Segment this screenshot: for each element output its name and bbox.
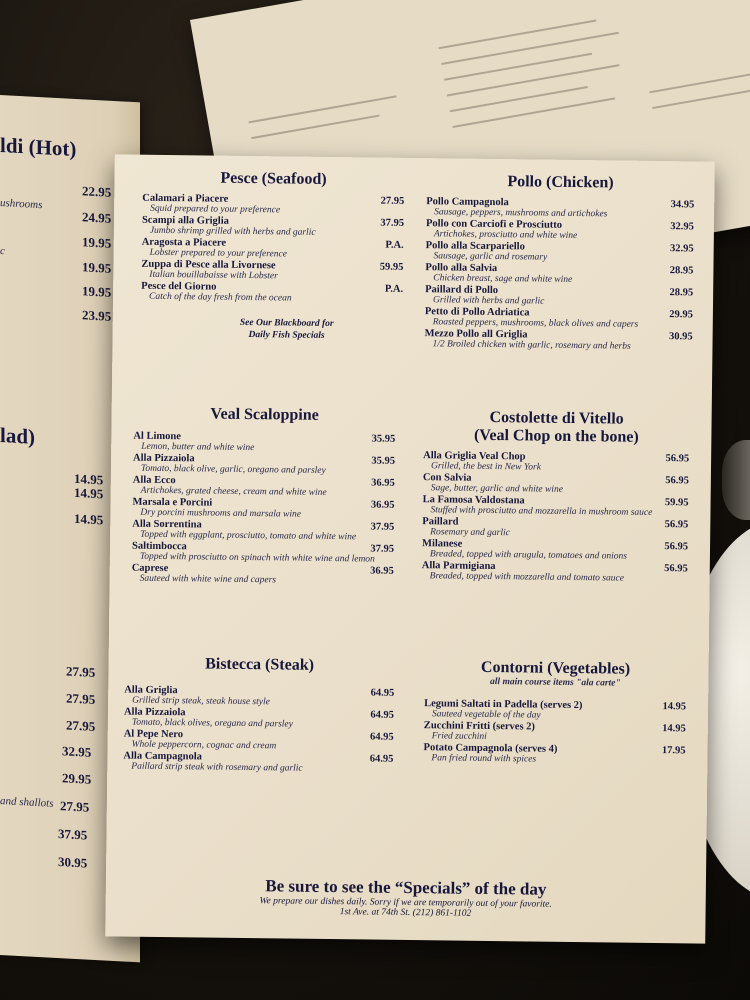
price: 27.95 xyxy=(66,690,96,707)
item-price: 27.95 xyxy=(380,195,405,207)
item-price: 64.95 xyxy=(370,731,394,743)
text-fragment: c xyxy=(0,245,5,258)
item-price: 56.95 xyxy=(664,519,689,531)
item-description: Sauteed with white wine and capers xyxy=(139,573,277,586)
section-title: Costolette di Vitello xyxy=(489,408,624,428)
menu-item xyxy=(423,472,689,496)
item-price: 56.95 xyxy=(665,453,690,465)
wine-glass xyxy=(722,440,750,520)
special-line: Daily Fish Specials xyxy=(248,330,325,342)
background-text-line xyxy=(447,64,620,96)
menu-item xyxy=(142,237,404,261)
item-name: Pollo alla Scarpariello xyxy=(425,240,525,253)
section-bistecca xyxy=(123,655,394,775)
price: 27.95 xyxy=(66,663,96,680)
item-price: 37.95 xyxy=(370,543,395,555)
item-name: Mezzo Pollo all Griglia xyxy=(424,328,528,341)
menu-item xyxy=(422,494,688,518)
item-price: 56.95 xyxy=(665,475,689,487)
item-price: 28.95 xyxy=(669,287,694,299)
item-name: Alla Griglia Veal Chop xyxy=(423,450,526,463)
item-description: Artichokes, prosciutto and white wine xyxy=(433,229,578,242)
item-price: P.A. xyxy=(385,239,404,251)
special-line: See Our Blackboard for xyxy=(239,317,334,330)
item-description: Topped with prosciutto on spinach with white wine and lemon xyxy=(139,551,375,565)
menu-item xyxy=(424,720,686,744)
item-name: Calamari a Piacere xyxy=(142,192,229,205)
section-pesce xyxy=(141,169,405,344)
item-price: 37.95 xyxy=(370,521,395,533)
item-description: Jumbo shrimp grilled with herbs and garlic xyxy=(149,225,316,238)
item-name: Pollo con Carciofi e Prosciutto xyxy=(425,218,563,231)
menu-item xyxy=(425,306,693,330)
menu-item xyxy=(133,475,395,499)
item-name: Marsala e Porcini xyxy=(132,496,213,509)
menu-item xyxy=(426,218,694,242)
item-description: Grilled strip steak, steak house style xyxy=(132,695,270,708)
item-list xyxy=(424,196,694,352)
menu-item xyxy=(423,742,685,766)
menu-item xyxy=(124,685,394,709)
item-description: Squid prepared to your preference xyxy=(150,203,281,216)
menu-item xyxy=(132,541,394,565)
price: 19.95 xyxy=(82,283,112,300)
menu-item xyxy=(422,538,688,562)
section-note: all main course items "ala carte" xyxy=(490,676,621,689)
item-name: Paillard xyxy=(422,516,459,528)
item-list xyxy=(141,193,404,305)
item-name: Pesce del Giorno xyxy=(141,280,217,293)
item-description: Roasted peppers, mushrooms, black olives and capers xyxy=(432,317,639,330)
price: 32.95 xyxy=(62,743,92,760)
item-price: 29.95 xyxy=(669,309,693,321)
section-title: Bistecca (Steak) xyxy=(205,655,315,674)
menu-item xyxy=(132,497,394,521)
price: 27.95 xyxy=(60,798,90,815)
menu-page xyxy=(105,154,715,943)
item-description: Grilled, the best in New York xyxy=(430,461,542,473)
item-price: 64.95 xyxy=(370,709,395,721)
menu-item xyxy=(423,450,689,474)
item-price: 28.95 xyxy=(669,265,694,277)
price: 19.95 xyxy=(82,234,112,251)
item-name: Milanese xyxy=(421,538,463,550)
menu-item xyxy=(142,193,404,217)
item-price: 36.95 xyxy=(370,565,394,577)
item-price: 36.95 xyxy=(370,499,395,511)
item-description: Dry porcini mushrooms and marsala wine xyxy=(140,507,302,520)
item-price: 56.95 xyxy=(664,541,689,553)
item-description: Fried zucchini xyxy=(431,731,487,742)
item-price: 14.95 xyxy=(662,723,686,735)
price: 29.95 xyxy=(62,770,92,787)
item-name: Alla Pizzaiola xyxy=(123,706,186,719)
item-price: 64.95 xyxy=(370,687,395,699)
menu-item xyxy=(426,240,694,264)
item-name: Alla Ecco xyxy=(132,474,176,487)
menu-item xyxy=(141,281,403,305)
item-name: Aragosta a Piacere xyxy=(141,236,227,249)
item-name: La Famosa Valdostana xyxy=(422,494,525,507)
item-price: 36.95 xyxy=(371,477,395,489)
item-name: Alla Griglia xyxy=(124,684,178,697)
section-subtitle: (Veal Chop on the bone) xyxy=(473,426,639,446)
item-price: 30.95 xyxy=(668,331,693,343)
item-name: Pollo alla Salvia xyxy=(425,262,498,275)
item-list xyxy=(423,698,686,766)
item-description: Sausage, garlic and rosemary xyxy=(433,251,548,263)
price: 30.95 xyxy=(58,854,88,871)
text-fragment: and shallots xyxy=(0,795,54,810)
menu-footer xyxy=(106,874,706,921)
price: 27.95 xyxy=(66,717,96,734)
item-price: 56.95 xyxy=(664,563,688,575)
background-text-line xyxy=(444,53,592,81)
item-list xyxy=(123,685,394,775)
item-description: Lemon, butter and white wine xyxy=(141,441,255,454)
menu-item xyxy=(141,259,403,283)
item-price: 34.95 xyxy=(670,199,695,211)
item-name: Scampi alla Griglia xyxy=(141,214,229,227)
item-description: Tomato, black olives, oregano and parsley xyxy=(131,717,293,730)
item-price: 37.95 xyxy=(380,217,405,229)
item-price: 64.95 xyxy=(369,753,394,765)
background-text-line xyxy=(439,19,597,49)
section-pollo xyxy=(424,172,694,352)
item-description: Breaded, topped with mozzarella and tomato sauce xyxy=(429,571,625,584)
background-text-line xyxy=(452,97,615,128)
item-description: Breaded, topped with arugula, tomatoes and onions xyxy=(429,549,628,562)
item-description: Catch of the day fresh from the ocean xyxy=(149,291,292,304)
menu-item xyxy=(425,262,693,286)
background-text-line xyxy=(248,95,396,123)
menu-item xyxy=(132,519,394,543)
heading-salad: lad) xyxy=(0,423,36,449)
menu-item xyxy=(124,729,394,753)
item-name: Alla Campagnola xyxy=(123,750,202,763)
item-name: Legumi Saltati in Padella (serves 2) xyxy=(424,698,583,712)
price: 14.95 xyxy=(74,510,104,528)
price: 19.95 xyxy=(82,259,112,276)
item-description: Stuffed with prosciutto and mozzarella in mushroom sauce xyxy=(430,505,653,518)
item-price: 35.95 xyxy=(371,433,396,445)
item-description: Artichokes, grated cheese, cream and white wine xyxy=(140,485,327,498)
section-title: Veal Scaloppine xyxy=(210,405,319,424)
item-description: Whole peppercorn, cognac and cream xyxy=(131,739,277,752)
item-price: 32.95 xyxy=(669,243,694,255)
item-description: Pan fried round with spices xyxy=(431,753,537,765)
text-fragment: ushrooms xyxy=(0,197,43,212)
menu-item xyxy=(424,698,686,722)
price: 23.95 xyxy=(82,307,112,324)
item-description: Topped with eggplant, prosciutto, tomato and white wine xyxy=(140,529,357,543)
item-description: Sauteed vegetable of the day xyxy=(431,709,541,721)
item-price: 14.95 xyxy=(662,701,687,713)
price: 37.95 xyxy=(58,826,88,843)
menu-item xyxy=(123,751,393,775)
price: 14.95 xyxy=(74,484,104,502)
menu-item xyxy=(133,453,395,477)
menu-item xyxy=(426,196,694,220)
item-description: Tomato, black olive, garlic, oregano and parsley xyxy=(140,463,326,476)
item-name: Zuppa di Pesce alla Livornese xyxy=(141,258,276,272)
item-name: Pollo Campagnola xyxy=(426,196,509,209)
item-price: 59.95 xyxy=(664,497,689,509)
footer-note: We prepare our dishes daily. Sorry if we are temporarily out of your favorite. xyxy=(259,896,552,910)
item-description: Grilled with herbs and garlic xyxy=(432,295,545,307)
section-title: Pollo (Chicken) xyxy=(507,173,614,192)
price: 24.95 xyxy=(82,209,112,226)
item-list xyxy=(132,431,396,587)
item-name: Al Limone xyxy=(133,430,181,443)
item-description: Rosemary and garlic xyxy=(430,527,510,539)
item-name: Petto di Pollo Adriatica xyxy=(424,306,530,319)
item-name: Potato Campagnola (serves 4) xyxy=(423,742,558,755)
fish-specials-note xyxy=(141,316,403,344)
menu-item xyxy=(424,328,692,352)
item-name: Con Salvia xyxy=(422,472,472,484)
section-title: Contorni (Vegetables) xyxy=(480,658,631,678)
section-title: Pesce (Seafood) xyxy=(220,169,327,188)
item-description: Sausage, peppers, mushrooms and artichokes xyxy=(434,207,608,220)
section-veal-scaloppine xyxy=(132,405,396,587)
background-text-line xyxy=(652,88,750,109)
item-description: Sage, butter, garlic and white wine xyxy=(430,483,563,495)
menu-item xyxy=(425,284,693,308)
item-price: 32.95 xyxy=(670,221,695,233)
item-price: 17.95 xyxy=(661,745,686,757)
item-name: Al Pepe Nero xyxy=(123,728,184,741)
menu-item xyxy=(142,215,404,239)
menu-item xyxy=(132,563,394,587)
heading-hot: ldi (Hot) xyxy=(0,133,77,162)
item-description: Italian bouillabaisse with Lobster xyxy=(149,269,278,282)
footer-title: Be sure to see the “Specials” of the day xyxy=(265,876,547,899)
item-description: 1/2 Broiled chicken with garlic, rosemary and herbs xyxy=(432,339,631,352)
item-name: Alla Pizzaiola xyxy=(133,452,195,465)
menu-item xyxy=(422,560,688,584)
section-contorni xyxy=(423,658,686,766)
menu-item xyxy=(422,516,688,540)
item-description: Lobster prepared to your preference xyxy=(149,247,288,260)
item-name: Caprese xyxy=(131,562,169,575)
menu-item xyxy=(133,431,395,455)
background-text-line xyxy=(441,32,619,65)
price: 22.95 xyxy=(82,183,112,200)
item-name: Saltimbocca xyxy=(131,540,187,553)
item-price: 59.95 xyxy=(379,261,404,273)
item-price: 35.95 xyxy=(371,455,396,467)
item-list xyxy=(422,450,690,584)
item-name: Alla Parmigiana xyxy=(421,560,496,573)
footer-address: 1st Ave. at 74th St. (212) 861-1102 xyxy=(339,907,472,919)
item-name: Zucchini Fritti (serves 2) xyxy=(423,720,536,733)
section-costolette xyxy=(422,408,690,584)
item-name: Paillard di Pollo xyxy=(425,284,499,297)
item-description: Chicken breast, sage and white wine xyxy=(433,273,573,285)
item-name: Alla Sorrentina xyxy=(132,518,202,531)
menu-item xyxy=(124,707,394,731)
item-description: Paillard strip steak with rosemary and garlic xyxy=(131,761,303,774)
price: 14.95 xyxy=(74,470,104,488)
background-text-line xyxy=(649,70,750,93)
item-price: P.A. xyxy=(384,283,404,295)
